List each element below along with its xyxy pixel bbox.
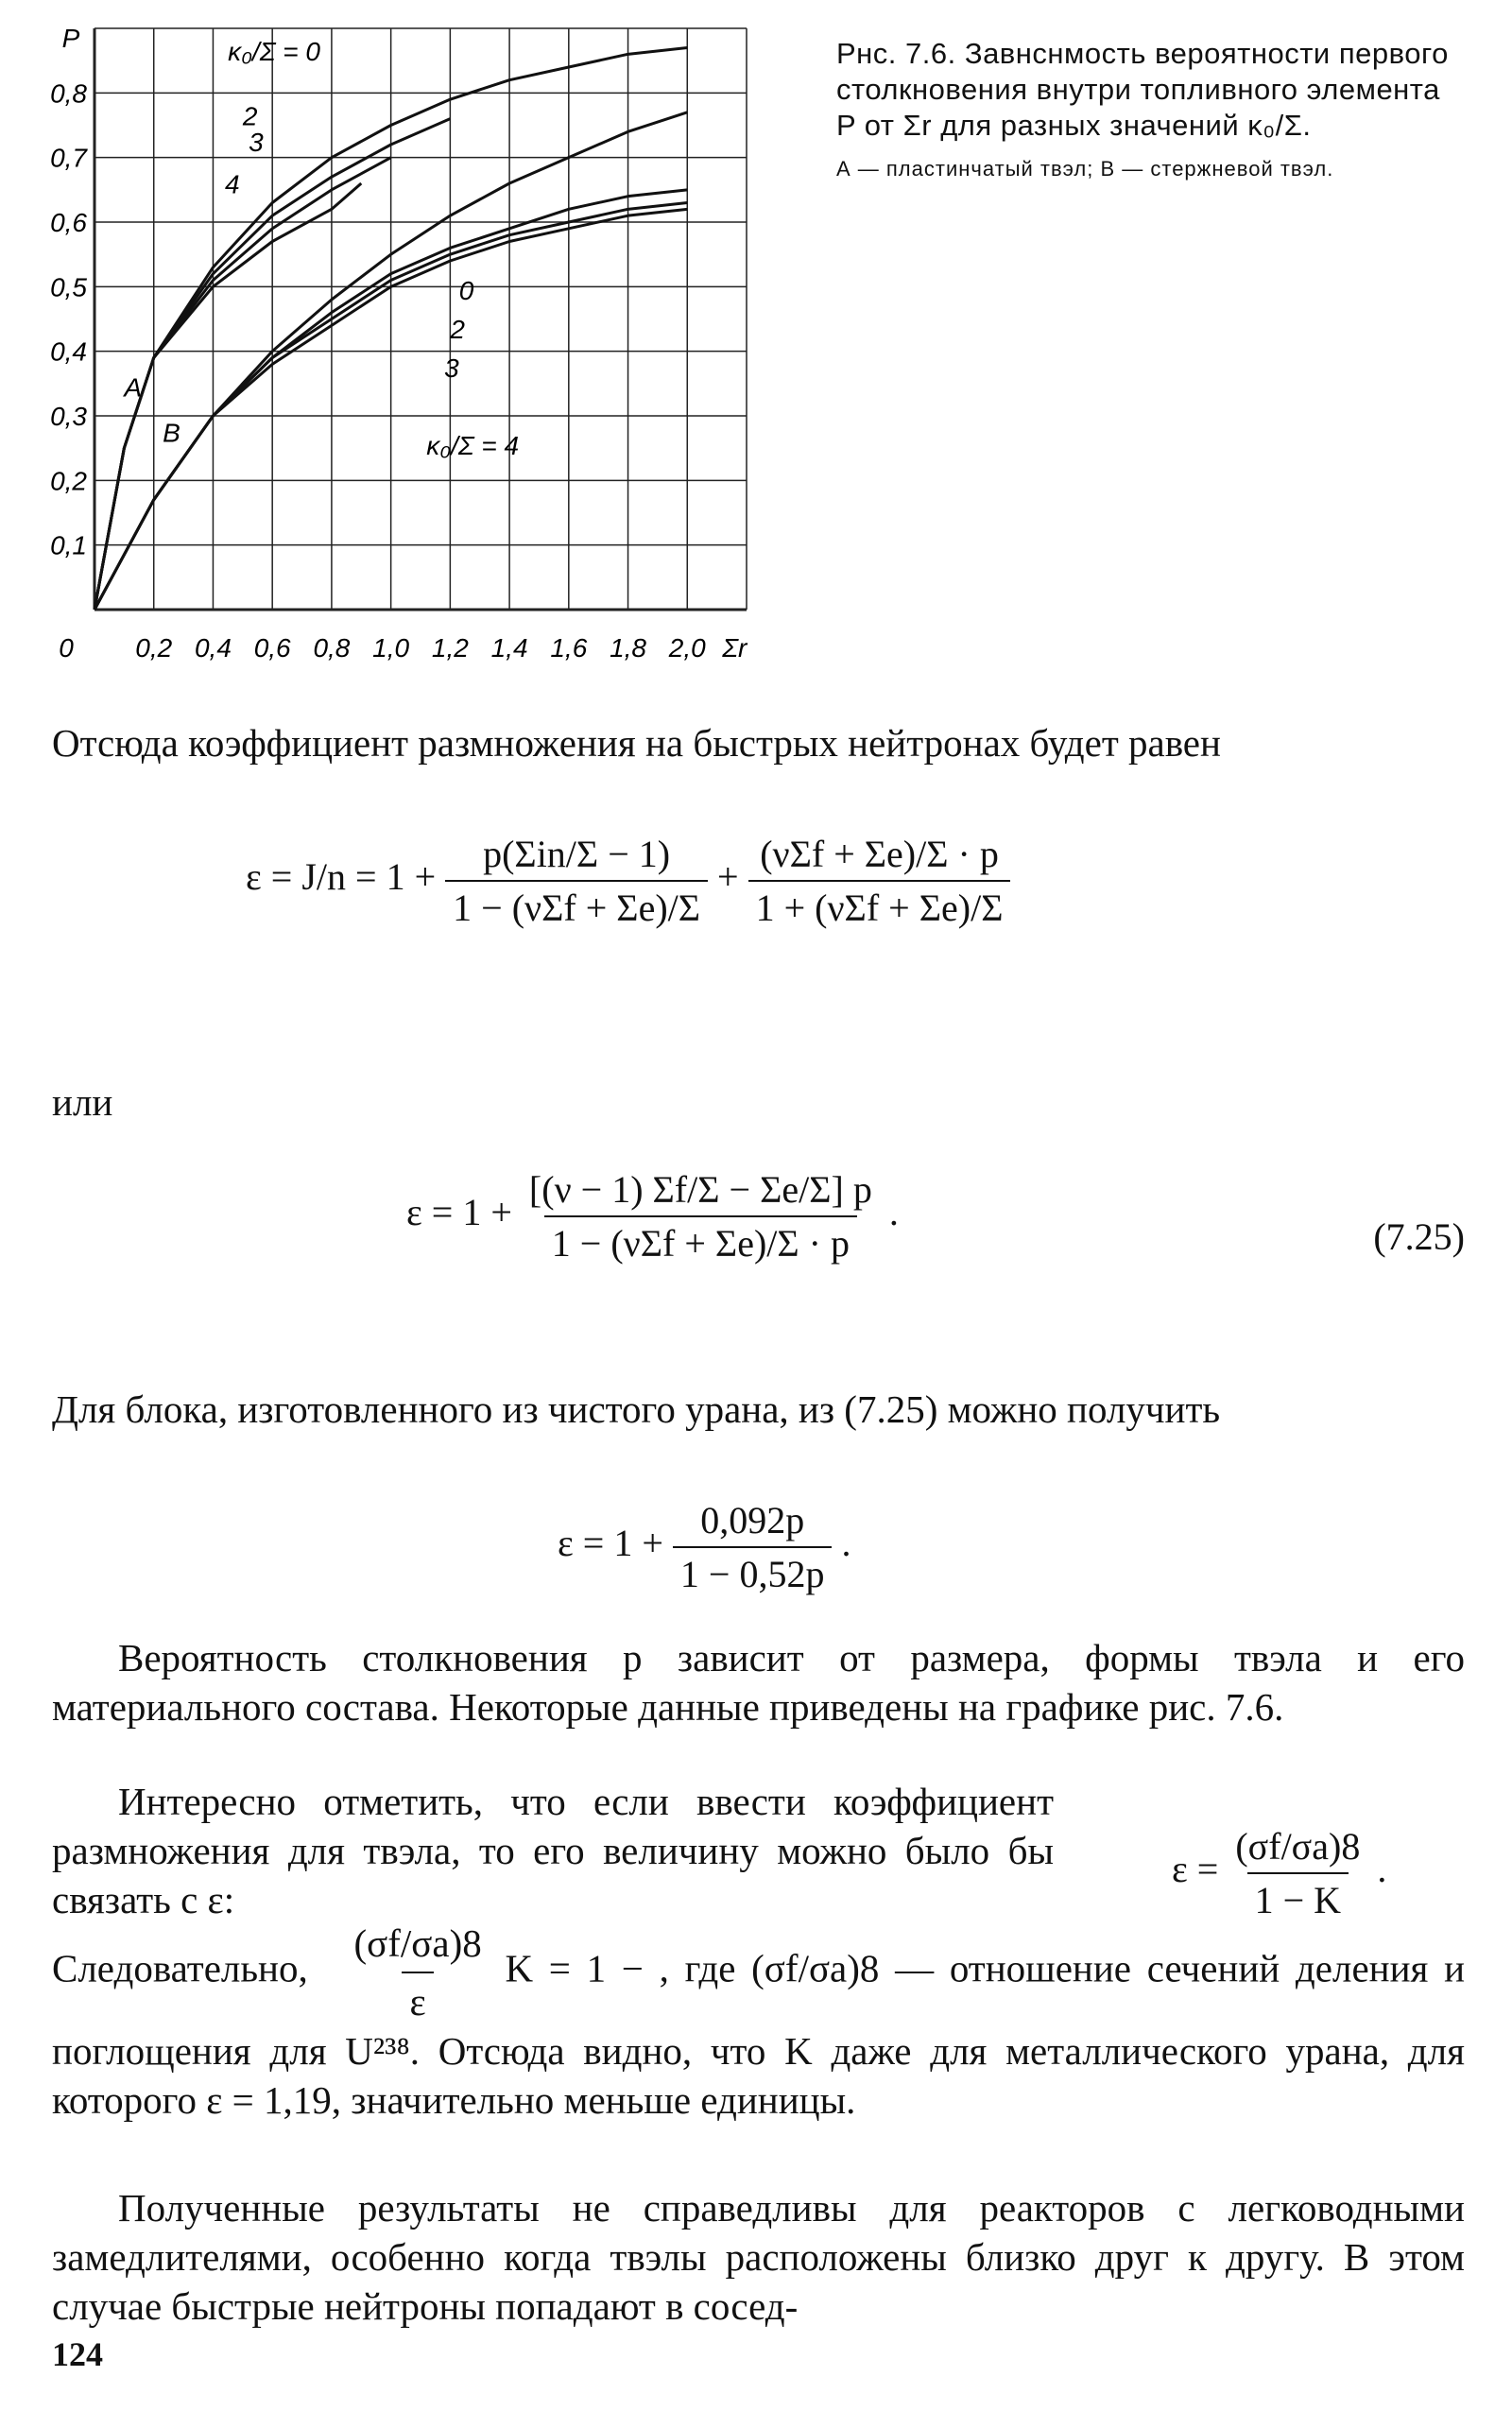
paragraph-1: Отсюда коэффициент размножения на быстрых нейтронах будет равен: [52, 721, 1221, 765]
figure-7-6-chart: [28, 19, 822, 671]
figure-caption: [836, 36, 1465, 181]
paragraph-5: [52, 1919, 1465, 2125]
page-number: 124: [52, 2335, 103, 2373]
eq1-frac1: [445, 832, 708, 930]
eq1-frac2: [748, 832, 1011, 930]
y-tick-label: 0,7: [50, 143, 87, 173]
x-tick-label: 1,2: [431, 633, 469, 663]
eq5-lhs-inline: K = 1 −: [505, 1946, 644, 1990]
p5-lead: Следовательно,: [52, 1946, 308, 1990]
eq3-frac: [673, 1498, 833, 1596]
eq1-lhs: ε = J/n = 1 +: [246, 855, 437, 899]
x-tick-label: 2,0: [668, 633, 706, 663]
eq1-num2: (νΣf + Σe)/Σ · p: [760, 833, 999, 875]
paragraph-6: Полученные результаты не справедливы для реакторов с легководными замедлителями, особенно когда твэлы расположены близко друг к другу. В этом случае быстрые нейтроны попадают в сосед-: [52, 2186, 1465, 2328]
eq4-frac: [1228, 1824, 1367, 1922]
equation-1: [246, 832, 1010, 930]
y-tick-label: 0,1: [50, 530, 87, 560]
eq4-den: 1 − K: [1247, 1872, 1349, 1922]
x-tick-label: 1,6: [550, 633, 588, 663]
x-tick-label: 0,2: [135, 633, 173, 663]
eq2-lhs: ε = 1 +: [406, 1191, 512, 1234]
chart-annotation: 2: [450, 315, 465, 344]
chart-annotation: 2: [242, 101, 258, 131]
chart-annotation: 4: [225, 169, 240, 199]
chart-grid: [94, 28, 747, 610]
y-tick-label: 0,8: [50, 78, 87, 109]
eq2-frac: [522, 1167, 880, 1266]
eq1-den2: 1 + (νΣf + Σe)/Σ: [748, 880, 1011, 930]
y-tick-label: 0,4: [50, 336, 87, 367]
x-tick-label: 0: [59, 633, 74, 663]
eq1-num1: p(Σin/Σ − 1): [483, 833, 671, 875]
y-tick-label: 0,3: [50, 402, 87, 431]
chart-labels: [122, 37, 519, 460]
equation-4: ε = $\frac{(\sigma f/\sigma a)8}{1 - K}$ .: [1172, 1825, 1387, 1921]
eq1-plus: +: [717, 855, 739, 899]
eq4-num: (σf/σa)8: [1235, 1825, 1361, 1868]
x-tick-label: 0,6: [253, 633, 291, 663]
y-tick-label: 0,6: [50, 208, 87, 237]
chart-annotation: 3: [444, 353, 459, 383]
paragraph-2: Для блока, изготовленного из чистого урана, из (7.25) можно получить: [52, 1387, 1221, 1431]
eq3-den: 1 − 0,52p: [673, 1546, 833, 1596]
y-axis-label: P: [61, 24, 80, 53]
eq1-den1: 1 − (νΣf + Σe)/Σ: [445, 880, 708, 930]
eq2-den: 1 − (νΣf + Σe)/Σ · p: [544, 1215, 857, 1266]
eq3-num: 0,092p: [700, 1499, 805, 1541]
equation-7-25: ε = 1 + $\frac{[(\nu - 1) \Sigma f/\Sigma - \Sigma e/\Sigma] p}{\text{1 − (νΣf + Σe)/Σ · p}}$ .: [406, 1168, 899, 1265]
x-tick-label: 0,8: [313, 633, 351, 663]
chart-ticks: [50, 24, 748, 663]
word-ili: или: [52, 1080, 113, 1124]
chart-annotation: κ₀/Σ = 4: [426, 431, 520, 460]
equation-number: (7.25): [1373, 1215, 1465, 1258]
equation-5: [346, 1919, 489, 2026]
eq5-num: (σf/σa)8: [353, 1921, 482, 1965]
paragraph-3: Вероятность столкновения p зависит от размера, формы твэла и его материального состава. Некоторые данные приведены на графике рис. 7.6.: [52, 1636, 1465, 1729]
eq2-num: [(ν − 1) Σf/Σ − Σe/Σ] p: [528, 1168, 872, 1211]
caption-title: Рнс. 7.6. Завнснмость вероятности первого столкновения внутри топливного элемента P от Σr для разных значений κ₀/Σ.: [836, 37, 1449, 142]
chart-annotation: 3: [249, 127, 264, 157]
y-tick-label: 0,2: [50, 466, 87, 496]
chart-annotation: B: [163, 418, 180, 448]
chart-annotation: 0: [458, 276, 474, 305]
caption-note: А — пластинчатый твэл; В — стержневой твэл.: [836, 157, 1334, 181]
x-axis-label: Σr: [722, 633, 747, 663]
chart-annotation: κ₀/Σ = 0: [228, 37, 320, 67]
x-tick-label: 1,0: [372, 633, 410, 663]
x-tick-label: 1,4: [490, 633, 528, 663]
eq4-lhs: ε =: [1172, 1848, 1219, 1891]
x-tick-label: 1,8: [610, 633, 647, 663]
equation-3: ε = 1 + $\frac{0,092p}{1 - 0,52p}$ .: [558, 1499, 851, 1595]
eq3-lhs: ε = 1 +: [558, 1522, 663, 1565]
y-tick-label: 0,5: [50, 272, 87, 302]
x-tick-label: 0,4: [194, 633, 232, 663]
paragraph-4: Интересно отметить, что если ввести коэффициент размножения для твэла, то его величину можно было бы связать с ε:: [52, 1780, 1054, 1921]
eq5-den: ε: [402, 1972, 433, 2026]
chart-annotation: A: [124, 372, 143, 403]
p5-rest: , где (σf/σa)8 — отношение сечений деления и поглощения для U²³⁸. Отсюда видно, что K даже для металлического урана, для которого ε = 1,19, значительно меньше единицы.: [52, 1946, 1466, 2122]
